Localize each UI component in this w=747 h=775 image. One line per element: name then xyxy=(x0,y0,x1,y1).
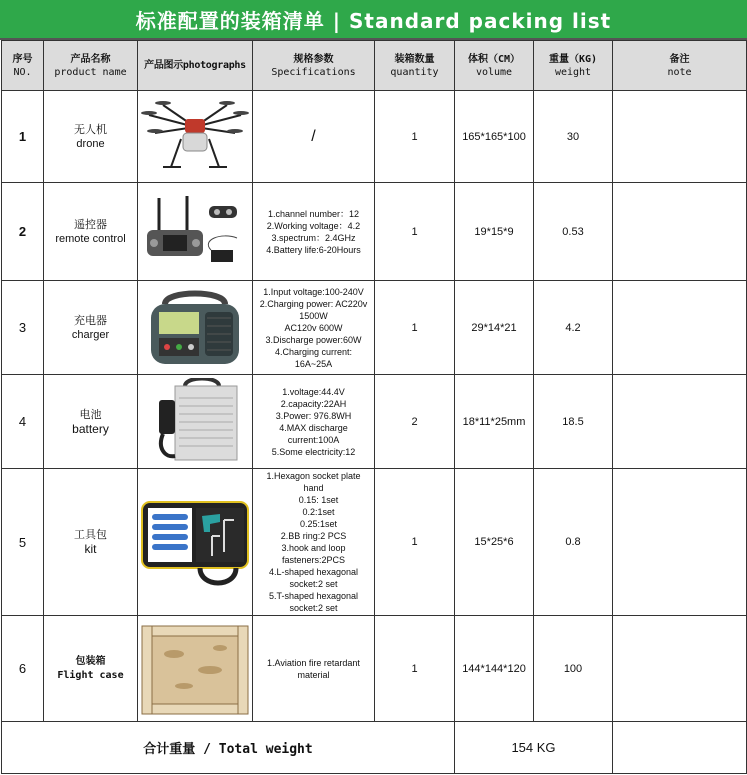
packing-list-table xyxy=(1,40,747,774)
row-note xyxy=(613,616,747,722)
total-note xyxy=(613,722,747,774)
row-photo xyxy=(138,469,253,616)
row-weight: 0.8 xyxy=(534,469,613,616)
row-no: 3 xyxy=(2,281,44,375)
row-name: 充电器 charger xyxy=(44,281,138,375)
remote-control-icon xyxy=(141,188,249,276)
row-spec: 1.Hexagon socket plate hand 0.15: 1set 0.2:1set 0.25:1set 2.BB ring:2 PCS 3.hook and loop fasteners:2PCS 4.L-shaped hexagonal socket:2 set 5.T-shaped hexagonal socket:2 set xyxy=(253,469,375,616)
header-spec: 规格参数 Specifications xyxy=(253,41,375,91)
row-no: 2 xyxy=(2,183,44,281)
row-photo xyxy=(138,616,253,722)
header-row xyxy=(2,41,747,91)
total-weight-value: 154 KG xyxy=(455,722,613,774)
row-spec: 1.Input voltage:100-240V 2.Charging power: AC220v 1500W AC120v 600W 3.Discharge power:60W 4.Charging current: 16A~25A xyxy=(253,281,375,375)
row-volume: 18*11*25mm xyxy=(455,375,534,469)
row-no: 5 xyxy=(2,469,44,616)
row-name: 电池 battery xyxy=(44,375,138,469)
table-row xyxy=(2,183,747,281)
row-note xyxy=(613,375,747,469)
row-qty: 1 xyxy=(375,616,455,722)
row-spec: 1.voltage:44.4V 2.capacity:22AH 3.Power: 976.8WH 4.MAX discharge current:100A 5.Some electricity:12 xyxy=(253,375,375,469)
row-qty: 1 xyxy=(375,281,455,375)
row-no: 4 xyxy=(2,375,44,469)
charger-icon xyxy=(145,286,245,370)
row-qty: 1 xyxy=(375,469,455,616)
row-photo xyxy=(138,183,253,281)
row-photo xyxy=(138,91,253,183)
tool-kit-icon xyxy=(140,492,250,592)
header-weight: 重量（KG) weight xyxy=(534,41,613,91)
header-volume: 体积（CM） volume xyxy=(455,41,534,91)
row-name: 遥控器 remote control xyxy=(44,183,138,281)
row-volume: 19*15*9 xyxy=(455,183,534,281)
row-name: 工具包 kit xyxy=(44,469,138,616)
table-row xyxy=(2,375,747,469)
row-qty: 1 xyxy=(375,183,455,281)
header-qty: 装箱数量 quantity xyxy=(375,41,455,91)
row-note xyxy=(613,91,747,183)
row-weight: 30 xyxy=(534,91,613,183)
row-qty: 1 xyxy=(375,91,455,183)
header-photo: 产品图示photographs xyxy=(138,41,253,91)
row-spec: 1.Aviation fire retardant material xyxy=(253,616,375,722)
row-no: 6 xyxy=(2,616,44,722)
drone-icon xyxy=(141,97,249,177)
header-name: 产品名称 product name xyxy=(44,41,138,91)
table-row xyxy=(2,281,747,375)
page-title: 标准配置的装箱清单 | Standard packing list xyxy=(0,0,747,40)
row-photo xyxy=(138,375,253,469)
row-weight: 18.5 xyxy=(534,375,613,469)
row-volume: 144*144*120 xyxy=(455,616,534,722)
row-spec: / xyxy=(253,91,375,183)
row-no: 1 xyxy=(2,91,44,183)
table-row xyxy=(2,616,747,722)
total-row xyxy=(2,722,747,774)
header-note: 备注 note xyxy=(613,41,747,91)
battery-icon xyxy=(145,378,245,466)
table-row xyxy=(2,91,747,183)
table-row xyxy=(2,469,747,616)
row-spec: 1.channel number：12 2.Working voltage：4.2 3.spectrum：2.4GHz 4.Battery life:6-20Hours xyxy=(253,183,375,281)
row-weight: 4.2 xyxy=(534,281,613,375)
header-no: 序号 NO. xyxy=(2,41,44,91)
row-note xyxy=(613,183,747,281)
row-note xyxy=(613,281,747,375)
row-name: 包装箱 Flight case xyxy=(44,616,138,722)
total-weight-label: 合计重量 / Total weight xyxy=(2,722,455,774)
row-volume: 165*165*100 xyxy=(455,91,534,183)
row-name: 无人机 drone xyxy=(44,91,138,183)
row-photo xyxy=(138,281,253,375)
row-volume: 29*14*21 xyxy=(455,281,534,375)
row-qty: 2 xyxy=(375,375,455,469)
flight-case-icon xyxy=(140,620,250,718)
row-weight: 0.53 xyxy=(534,183,613,281)
row-note xyxy=(613,469,747,616)
row-weight: 100 xyxy=(534,616,613,722)
row-volume: 15*25*6 xyxy=(455,469,534,616)
